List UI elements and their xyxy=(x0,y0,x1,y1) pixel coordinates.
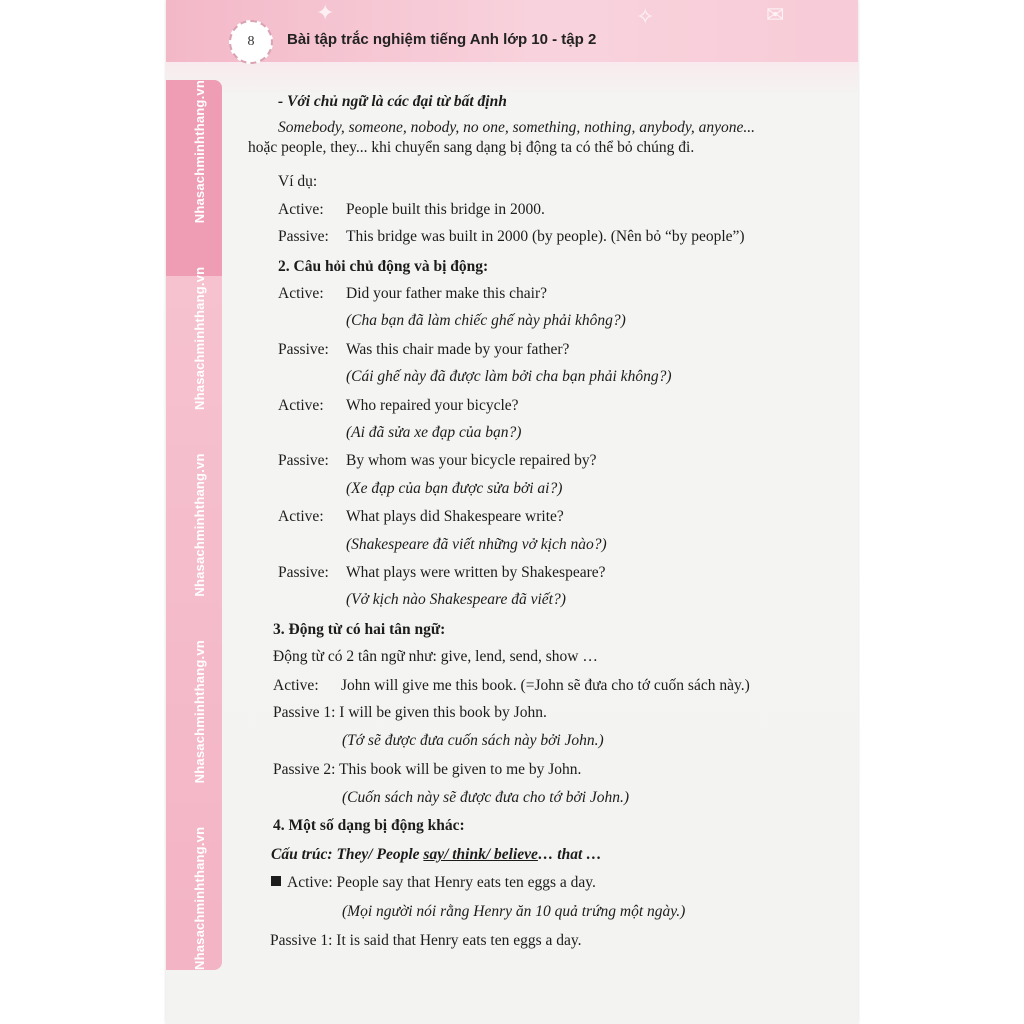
question-passive-1: Passive: Was this chair made by your father? xyxy=(278,341,570,358)
lightbulb-decoration-icon: ✦ xyxy=(316,0,335,25)
structure-line: Cấu trúc: They/ People say/ think/ believe… that … xyxy=(271,846,602,863)
question-active-3: Active: What plays did Shakespeare write? xyxy=(278,508,564,525)
side-tab-label: Nhasachminhthang.vn xyxy=(192,80,207,224)
example-active: Active: People built this bridge in 2000. xyxy=(278,201,545,218)
question-passive-2: Passive: By whom was your bicycle repaired by? xyxy=(278,452,597,469)
question-translation-2: (Cái ghế này đã được làm bởi cha bạn phải không?) xyxy=(346,368,672,385)
indefinite-pronoun-heading: - Với chủ ngữ là các đại từ bất định xyxy=(278,93,507,110)
ditransitive-translation-2: (Cuốn sách này sẽ được đưa cho tớ bởi John.) xyxy=(342,789,630,806)
question-translation-3: (Ai đã sửa xe đạp của bạn?) xyxy=(346,424,522,441)
question-translation-4: (Xe đạp của bạn được sửa bởi ai?) xyxy=(346,480,563,497)
pronoun-rule: hoặc people, they... khi chuyển sang dạng bị động ta có thể bỏ chúng đi. xyxy=(248,139,695,156)
side-tab-label: Nhasachminhthang.vn xyxy=(192,826,207,970)
ditransitive-passive-1: Passive 1: I will be given this book by John. xyxy=(273,704,547,721)
section-2-heading: 2. Câu hỏi chủ động và bị động: xyxy=(278,258,489,275)
section-3-heading: 3. Động từ có hai tân ngữ: xyxy=(273,621,446,638)
section-4-heading: 4. Một số dạng bị động khác: xyxy=(273,817,465,834)
question-passive-3: Passive: What plays were written by Shakespeare? xyxy=(278,564,606,581)
ditransitive-passive-2: Passive 2: This book will be given to me by John. xyxy=(273,761,582,778)
side-tab-label: Nhasachminhthang.vn xyxy=(192,640,207,784)
example-passive: Passive: This bridge was built in 2000 (by people). (Nên bỏ “by people”) xyxy=(278,228,745,245)
ditransitive-verbs: Động từ có 2 tân ngữ như: give, lend, send, show … xyxy=(273,648,598,665)
question-translation-6: (Vở kịch nào Shakespeare đã viết?) xyxy=(346,591,566,608)
question-translation-1: (Cha bạn đã làm chiếc ghế này phải không?) xyxy=(346,312,626,329)
ditransitive-active: Active: John will give me this book. (=John sẽ đưa cho tớ cuốn sách này.) xyxy=(273,677,750,694)
page-content xyxy=(166,0,858,1024)
star-decoration-icon: ✧ xyxy=(636,4,655,29)
page-number: 8 xyxy=(229,20,273,64)
question-active-1: Active: Did your father make this chair? xyxy=(278,285,547,302)
ditransitive-translation-1: (Tớ sẽ được đưa cuốn sách này bởi John.) xyxy=(342,732,604,749)
structure-passive-1: Passive 1: It is said that Henry eats ten eggs a day. xyxy=(270,932,582,949)
structure-translation: (Mọi người nói rằng Henry ăn 10 quả trứng một ngày.) xyxy=(342,903,686,920)
example-label: Ví dụ: xyxy=(278,173,318,190)
structure-active: Active: People say that Henry eats ten eggs a day. xyxy=(271,873,596,893)
pronoun-list: Somebody, someone, nobody, no one, something, nothing, anybody, anyone... xyxy=(278,119,755,136)
side-tab-label: Nhasachminhthang.vn xyxy=(192,453,207,597)
bullet-square-icon xyxy=(271,876,281,886)
running-header-title: Bài tập trắc nghiệm tiếng Anh lớp 10 - tập 2 xyxy=(287,31,597,48)
side-tab-label: Nhasachminhthang.vn xyxy=(192,266,207,410)
book-page xyxy=(166,0,858,1024)
question-translation-5: (Shakespeare đã viết những vở kịch nào?) xyxy=(346,536,607,553)
question-active-2: Active: Who repaired your bicycle? xyxy=(278,397,519,414)
envelope-decoration-icon: ✉ xyxy=(766,2,785,27)
